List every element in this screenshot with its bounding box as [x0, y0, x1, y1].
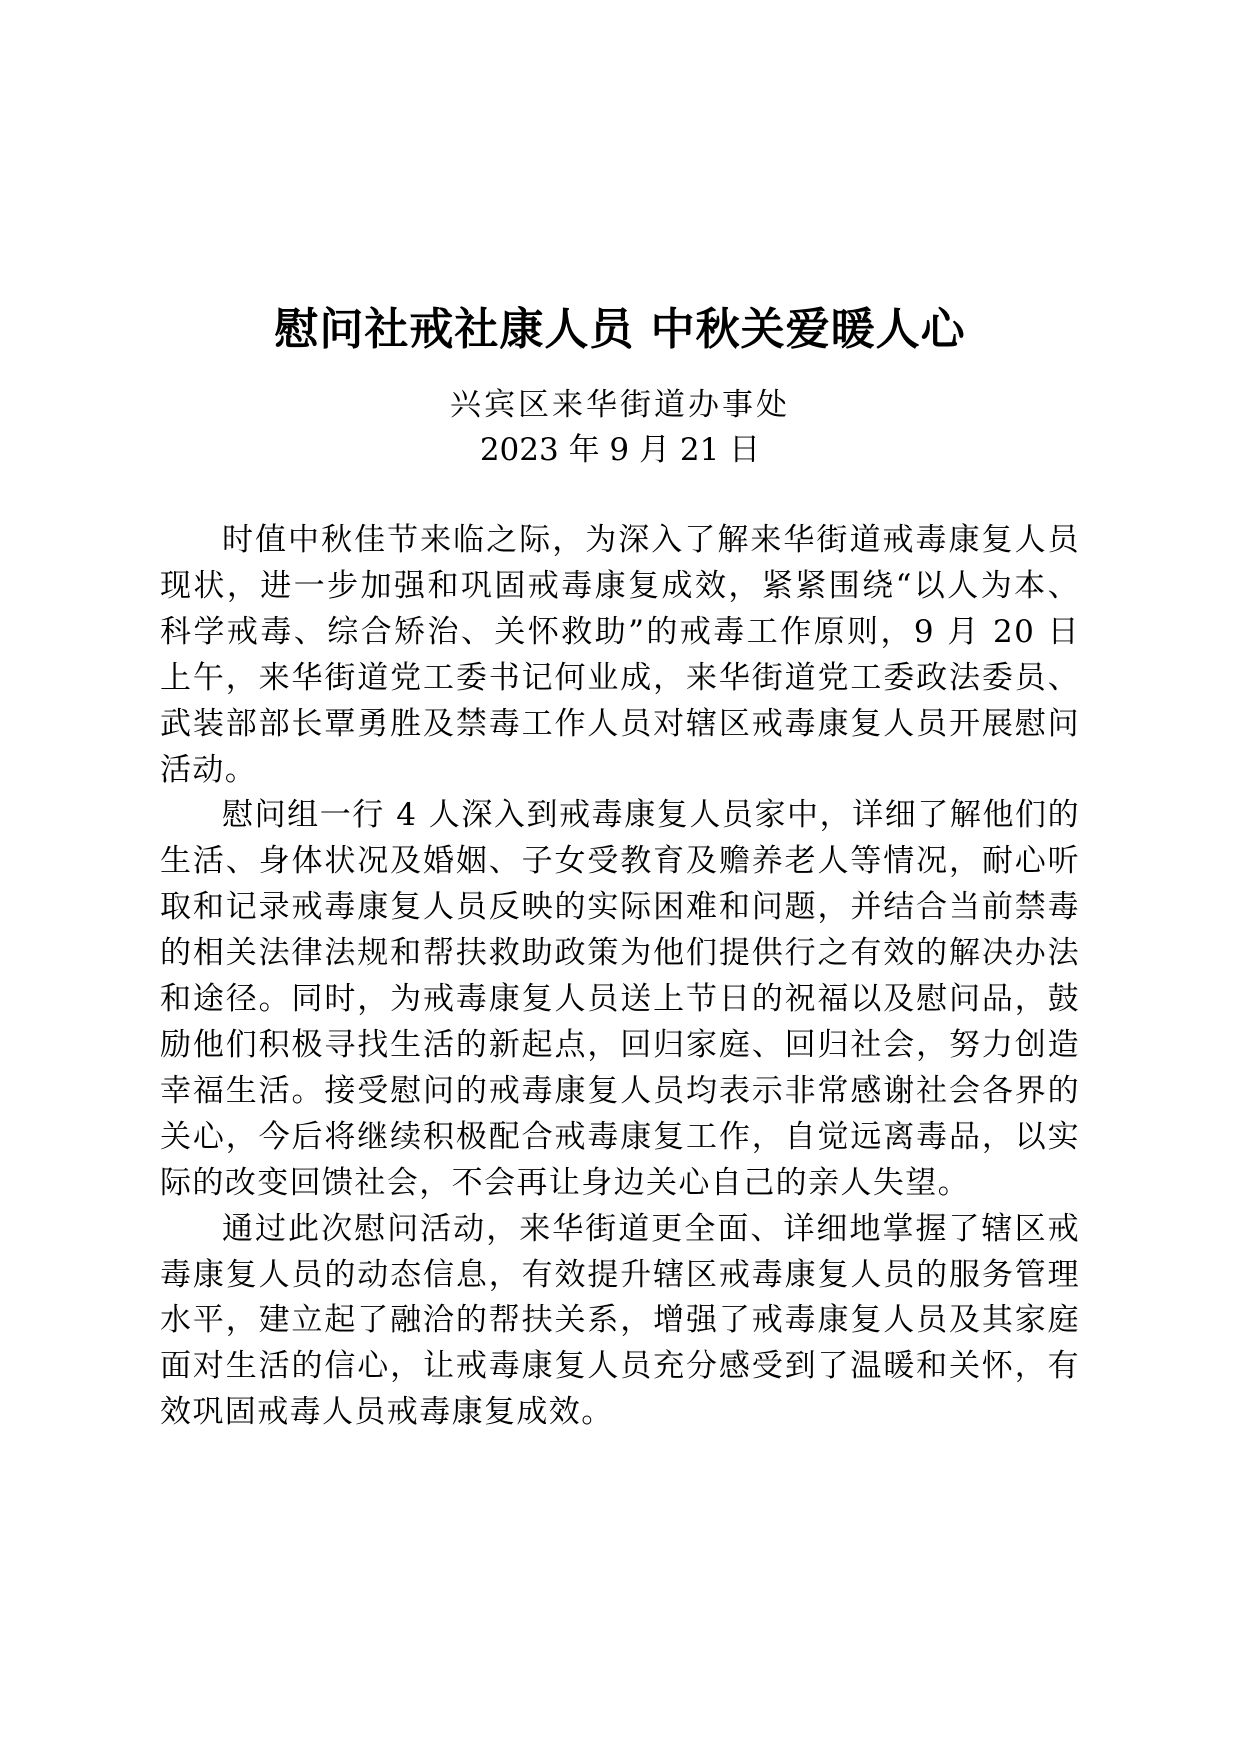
document-date: 2023 年 9 月 21 日: [479, 432, 761, 468]
document-body: [160, 518, 1080, 1436]
document-author: 兴宾区来华街道办事处: [450, 387, 790, 423]
body-paragraph-3: 通过此次慰问活动，来华街道更全面、详细地掌握了辖区戒毒康复人员的动态信息，有效提升辖区戒毒康复人员的服务管理水平，建立起了融洽的帮扶关系，增强了戒毒康复人员及其家庭面对生活的信心，让戒毒康复人员充分感受到了温暖和关怀，有效巩固戒毒人员戒毒康复成效。: [160, 1210, 1080, 1431]
body-paragraph-2: 慰问组一行 4 人深入到戒毒康复人员家中，详细了解他们的生活、身体状况及婚姻、子女受教育及赡养老人等情况，耐心听取和记录戒毒康复人员反映的实际困难和问题，并结合当前禁毒的相关法律法规和帮扶救助政策为他们提供行之有效的解决办法和途径。同时，为戒毒康复人员送上节日的祝福以及慰问品，鼓励他们积极寻找生活的新起点，回归家庭、回归社会，努力创造幸福生活。接受慰问的戒毒康复人员均表示非常感谢社会各界的关心，今后将继续积极配合戒毒康复工作，自觉远离毒品，以实际的改变回馈社会，不会再让身边关心自己的亲人失望。: [160, 797, 1080, 1201]
document-title: 慰问社戒社康人员 中秋关爱暖人心: [274, 304, 966, 355]
body-paragraph-1: 时值中秋佳节来临之际，为深入了解来华街道戒毒康复人员现状，进一步加强和巩固戒毒康复成效，紧紧围绕“以人为本、科学戒毒、综合矫治、关怀救助”的戒毒工作原则，9 月 20 日上午，来华街道党工委书记何业成，来华街道党工委政法委员、武装部部长覃勇胜及禁毒工作人员对辖区戒毒康复人员开展慰问活动。: [160, 522, 1080, 788]
